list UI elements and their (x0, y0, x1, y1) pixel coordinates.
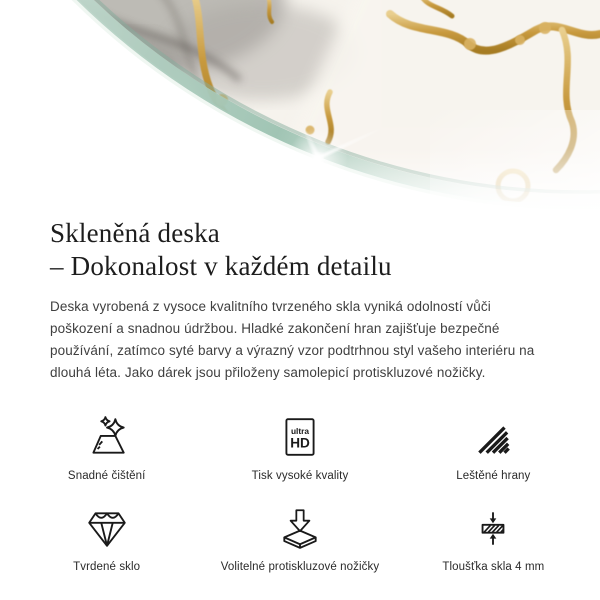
feature-label: Tisk vysoké kvality (251, 470, 349, 482)
feature-label: Tloušťka skla 4 mm (442, 561, 545, 573)
feature-item (397, 505, 590, 574)
feature-item (10, 414, 203, 483)
product-hero-image (0, 0, 600, 215)
page-title-line1: Skleněná deska (50, 218, 220, 248)
marble-glass-illustration (0, 0, 600, 215)
polished-edge-icon (470, 414, 516, 460)
feature-label: Leštěné hrany (456, 470, 531, 482)
svg-text:HD: HD (290, 435, 310, 451)
features-grid (10, 414, 590, 574)
feature-item (10, 505, 203, 574)
sparkle-clean-icon (84, 414, 130, 460)
ultra-hd-icon (277, 414, 323, 460)
glass-thickness-icon (470, 505, 516, 551)
page-title-line2: – Dokonalost v každém detailu (50, 251, 392, 281)
product-description-text: Deska vyrobená z vysoce kvalitního tvrzeného skla vyniká odolností vůči poškození a snadnou údržbou. Hladké zakončení hran zajišťuje bezpečné používání, zatímco syté barvy a výrazný vzor podtrhnou styl vašeho interiéru na dlouhá léta. Jako dárek jsou přiloženy samolepicí protiskluzové nožičky. (50, 299, 535, 380)
page-title (50, 217, 555, 283)
feature-label: Tvrdené sklo (73, 561, 141, 573)
svg-text:ultra: ultra (290, 425, 310, 436)
feature-item (203, 414, 396, 483)
feature-label: Snadné čištění (67, 470, 146, 482)
feature-item (203, 505, 396, 574)
feature-item (397, 414, 590, 483)
feature-label: Volitelné protiskluzové nožičky (220, 561, 380, 573)
description-section (0, 217, 600, 384)
anti-slip-feet-icon (277, 505, 323, 551)
diamond-icon (84, 505, 130, 551)
